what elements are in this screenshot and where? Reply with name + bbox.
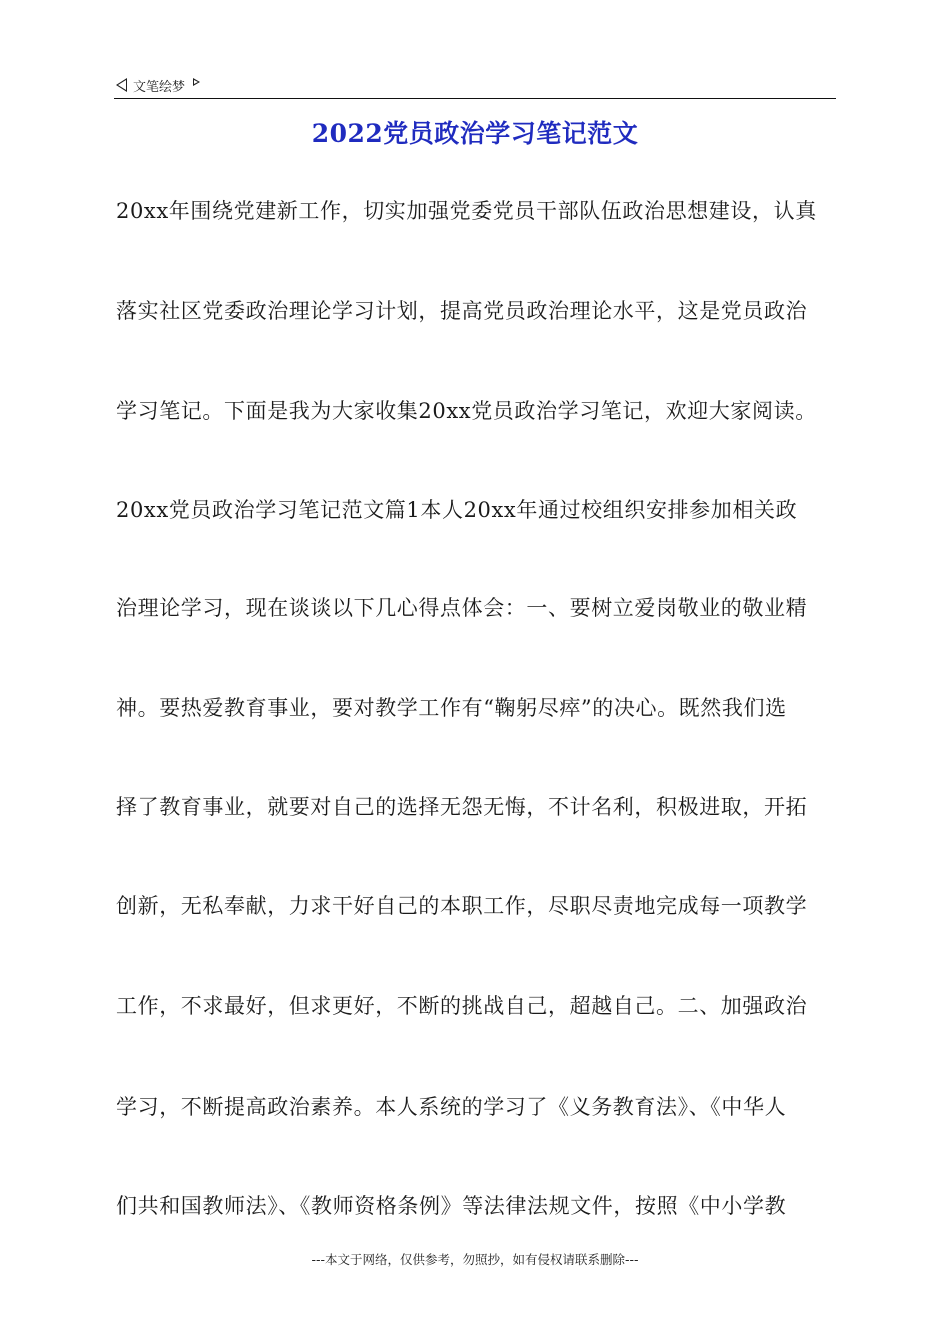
body-line: 20xx年围绕党建新工作，切实加强党委党员干部队伍政治思想建设，认真 [116,199,817,223]
triangle-left-icon [116,78,127,92]
body-line: 治理论学习，现在谈谈以下几心得点体会：一、要树立爱岗敬业的敬业精 [116,596,808,620]
triangle-right-icon [193,78,200,86]
document-title: 2022党员政治学习笔记范文 [311,119,639,148]
body-line: 创新，无私奉献，力求干好自己的本职工作，尽职尽责地完成每一项教学 [116,894,808,918]
body-line: 20xx党员政治学习笔记范文篇1本人20xx年通过校组织安排参加相关政 [116,498,798,522]
header-label: 文笔绘梦 [133,79,186,95]
body-line: 学习，不断提高政治素养。本人系统的学习了《义务教育法》、《中华人 [116,1095,787,1119]
body-line: 们共和国教师法》、《教师资格条例》等法律法规文件，按照《中小学教 [116,1194,787,1218]
header-divider [114,98,836,99]
body-line: 择了教育事业，就要对自己的选择无怨无悔，不计名利，积极进取，开拓 [116,795,808,819]
body-line: 神。要热爱教育事业，要对教学工作有“鞠躬尽瘁”的决心。既然我们选 [116,696,787,720]
body-line: 工作，不求最好，但求更好，不断的挑战自己，超越自己。二、加强政治 [116,994,808,1018]
body-line: 学习笔记。下面是我为大家收集20xx党员政治学习笔记，欢迎大家阅读。 [116,399,817,423]
body-line: 落实社区党委政治理论学习计划，提高党员政治理论水平，这是党员政治 [116,299,808,323]
disclaimer-footer: ---本文于网络，仅供参考，勿照抄，如有侵权请联系删除--- [311,1252,639,1267]
document-header [116,74,200,96]
